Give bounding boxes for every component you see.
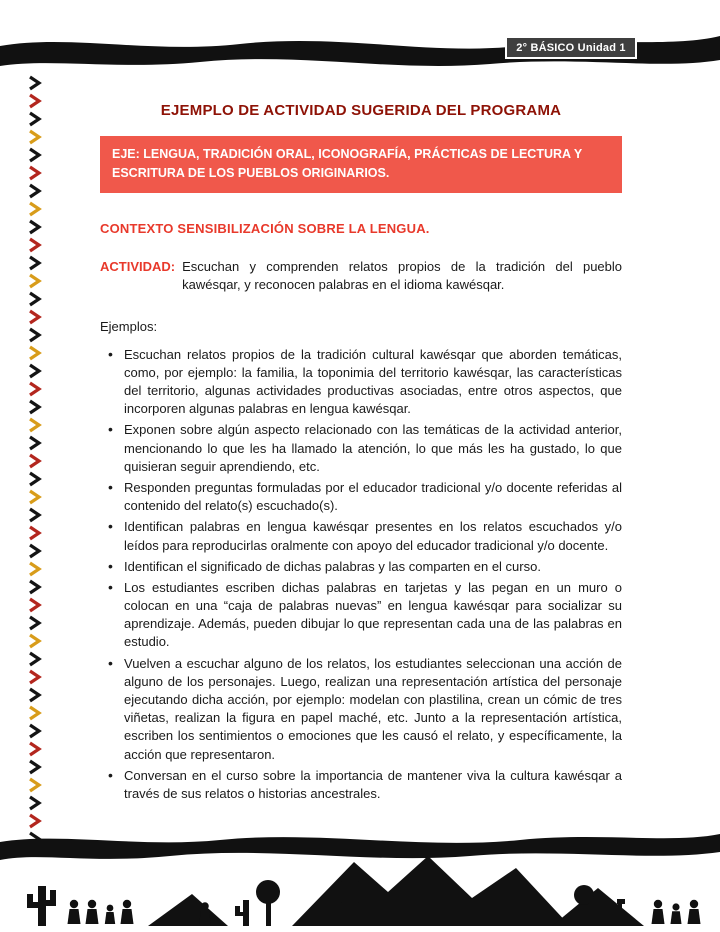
list-item: • Los estudiantes escriben dichas palabras en tarjetas y las pegan en un muro o colocan en una “caja de palabras nuevas” en lengua kawésqar para socializar su aprendizaje. Además, pueden dibujar lo que representan cada una de las palabras en estudio. <box>100 579 622 652</box>
list-item: • Identifican el significado de dichas palabras y las comparten en el curso. <box>100 558 622 576</box>
page-title: EJEMPLO DE ACTIVIDAD SUGERIDA DEL PROGRAMA <box>160 102 562 119</box>
footer-illustration <box>0 820 720 932</box>
list-item: • Identifican palabras en lengua kawésqar presentes en los relatos escuchados y/o leídos para reproducirlas oralmente con apoyo del educador tradicional y/o docente. <box>100 518 622 554</box>
list-item: • Conversan en el curso sobre la importancia de mantener viva la cultura kawésqar a través de sus relatos o historias ancestrales. <box>100 767 622 803</box>
list-item: • Vuelven a escuchar alguno de los relatos, los estudiantes seleccionan una acción de alguno de los personajes. Luego, realizan una representación artística del personaje ejecutando dicha acción, por ejemplo: modelan con plastilina, crean un cómic de tres viñetas, realizan la figura en papel maché, etc. Junto a la representación artística, escriben los sentimientos o emociones que les causó el relato, y específicamente, la acción que representaron. <box>100 655 622 764</box>
ejemplos-label: Ejemplos: <box>100 318 158 334</box>
contexto-heading: CONTEXTO SENSIBILIZACIÓN SOBRE LA LENGUA. <box>100 220 430 236</box>
actividad-label: ACTIVIDAD: <box>100 258 176 274</box>
unit-badge-label: 2° BÁSICO Unidad 1 <box>516 41 626 54</box>
left-border-decoration <box>27 74 43 846</box>
activity-list <box>100 346 622 804</box>
list-item: • Responden preguntas formuladas por el educador tradicional y/o docente referidas al contenido del relato(s) escuchado(s). <box>100 479 622 515</box>
list-item: • Escuchan relatos propios de la tradición cultural kawésqar que aborden temáticas, como, por ejemplo: la familia, la toponimia del territorio kawésqar, las características del territorio, algunas actividades productivas asociadas, entre otros aspectos, que incorporen algunas palabras en lengua kawésqar. <box>100 346 622 419</box>
unit-badge <box>505 36 637 59</box>
list-item: • Exponen sobre algún aspecto relacionado con las temáticas de la actividad anterior, mencionando lo que les ha llamado la atención, lo que más les ha gustado, lo que quisieran seguir aprendiendo, etc. <box>100 421 622 476</box>
actividad-row <box>100 258 622 295</box>
main-content <box>100 102 622 806</box>
eje-banner: EJE: LENGUA, TRADICIÓN ORAL, ICONOGRAFÍA, PRÁCTICAS DE LECTURA Y ESCRITURA DE LOS PUEBLOS ORIGINARIOS. <box>100 136 622 193</box>
actividad-text: Escuchan y comprenden relatos propios de la tradición del pueblo kawésqar, y reconocen palabras en el idioma kawésqar. <box>182 258 622 293</box>
